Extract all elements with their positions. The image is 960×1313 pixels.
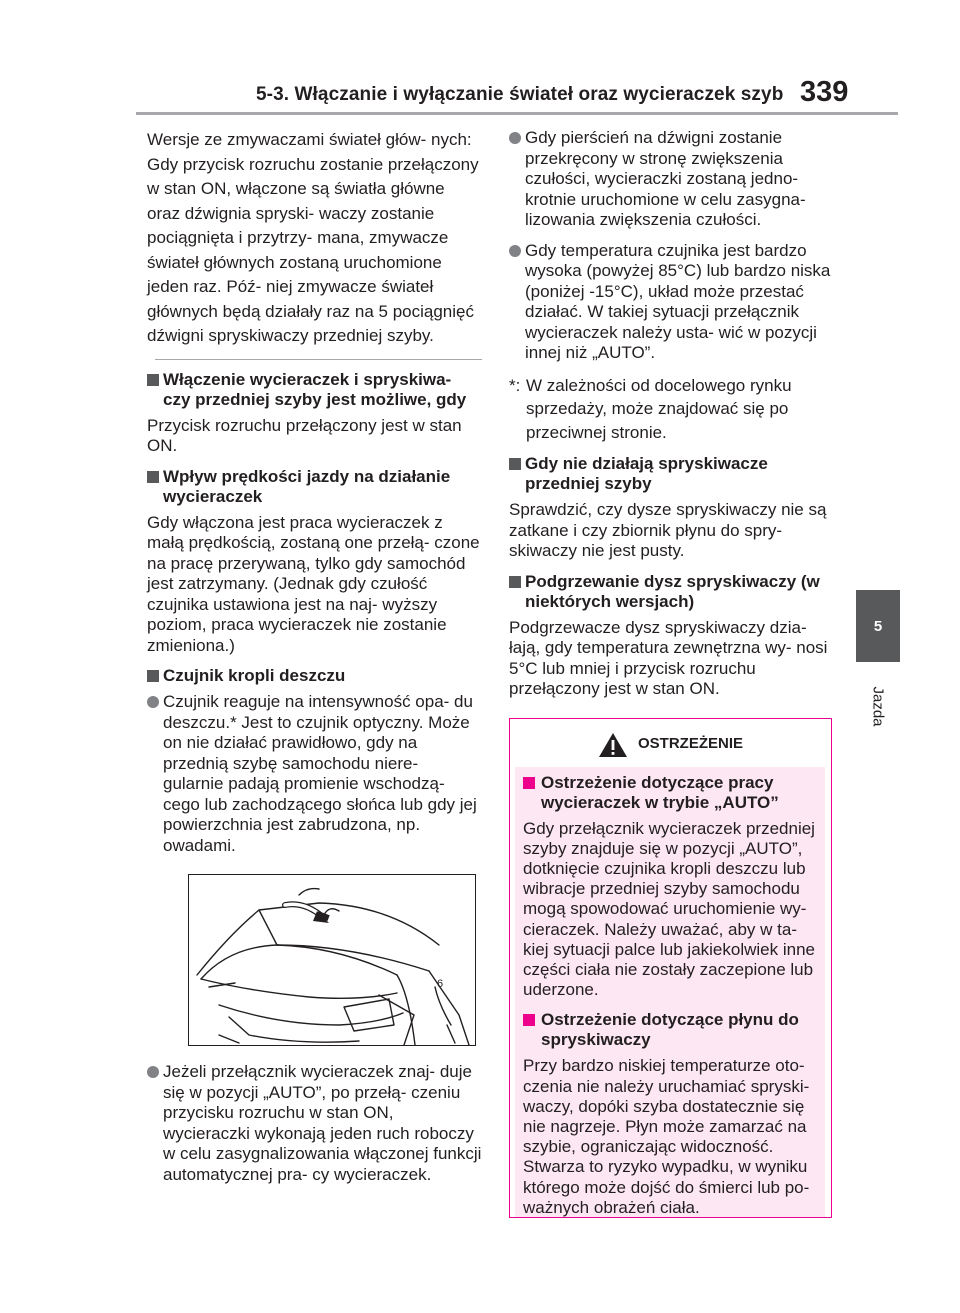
chapter-tab[interactable]: [856, 590, 900, 662]
footnote: *: W zależności od docelowego rynku sprzedaży, może znajdować się po przeciwnej stronie.: [509, 375, 792, 442]
round-bullet-icon: [509, 245, 521, 257]
square-bullet-icon: [147, 471, 159, 483]
paragraph: Gdy włączona jest praca wycieraczek z małą prędkością, zostaną one przełą- czone na pracę przerywaną, tylko gdy samochód jest zatrzymany. (Jednak gdy czułość czujnika ustawiona jest na naj- wyższy poziom, praca wycieraczek nie zostanie zmieniona.): [147, 512, 480, 655]
warning-heading: Ostrzeżenie dotyczące płynu do spryskiwaczy: [523, 1010, 821, 1050]
paragraph: Podgrzewacze dysz spryskiwaczy dzia- łają, gdy temperatura zewnętrzna wy- nosi 5°C lub mniej i przycisk rozruchu przełączony jest w stan ON.: [509, 617, 828, 698]
section-divider: [155, 359, 482, 360]
section-heading: Gdy nie działają spryskiwacze przedniej szyby: [509, 454, 834, 494]
left-column: [147, 128, 482, 1195]
chapter-label: Jazda: [869, 685, 887, 727]
paragraph: Przycisk rozruchu przełączony jest w stan ON.: [147, 415, 462, 455]
round-bullet-icon: [509, 132, 521, 144]
right-column: [509, 128, 834, 1218]
section-heading: Czujnik kropli deszczu: [147, 666, 482, 686]
warning-header: [510, 723, 831, 767]
warning-triangle-icon: [598, 732, 628, 758]
section-heading: Włączenie wycieraczek i spryskiwa- czy przedniej szyby jest możliwe, gdy: [147, 370, 482, 410]
square-bullet-icon: [147, 670, 159, 682]
section-heading: Wpływ prędkości jazdy na działanie wycieraczek: [147, 467, 482, 507]
warning-heading: Ostrzeżenie dotyczące pracy wycieraczek w trybie „AUTO”: [523, 773, 821, 813]
warning-title: OSTRZEŻENIE: [637, 735, 743, 753]
warning-paragraph: Przy bardzo niskiej temperaturze oto- czenia nie należy uruchamiać spryski- waczy, dopóki szyba dostatecznie się nie nagrzeje. Płyn może zamarzać na szybie, ograniczając widoczność. Stwarza to ryzyko wypadku, w wyniku którego może dojść do śmierci lub po- ważnych obrażeń ciała.: [523, 1056, 810, 1217]
car-windshield-icon: [189, 875, 475, 1045]
header-divider: [136, 112, 898, 115]
section-heading: Podgrzewanie dysz spryskiwaczy (w niektórych wersjach): [509, 572, 834, 612]
square-bullet-icon: [509, 576, 521, 588]
square-bullet-icon: [147, 374, 159, 386]
warning-body: [515, 767, 825, 1217]
list-item: Jeżeli przełącznik wycieraczek znaj- duje się w pozycji „AUTO”, po przełą- czeniu przycisku rozruchu w stan ON, wycieraczki wykonają jeden ruch roboczy w celu zasygnalizowania włączonej funkcji automatycznej pra- cy wycieraczek.: [147, 1062, 482, 1185]
warning-box: [509, 718, 832, 1218]
chapter-number: 5: [873, 617, 883, 635]
square-bullet-icon: [523, 1014, 535, 1026]
rain-sensor-illustration: [188, 874, 476, 1046]
paragraph: Sprawdzić, czy dysze spryskiwaczy nie są zatkane i czy zbiornik płynu do spry- skiwaczy nie jest pusty.: [509, 500, 827, 560]
footnote-mark: *:: [509, 375, 521, 395]
page-number: 339: [800, 76, 849, 108]
list-item: Gdy pierścień na dźwigni zostanie przekręcony w stronę zwiększenia czułości, wycieraczki zostaną jedno- krotnie uruchomione w celu zasygna- lizowania zwiększenia czułości.: [509, 128, 834, 231]
round-bullet-icon: [147, 1066, 159, 1078]
list-item: Gdy temperatura czujnika jest bardzo wysoka (powyżej 85°C) lub bardzo niska (poniżej -15°C), układ może przestać działać. W takiej sytuacji przełącznik wycieraczek należy usta- wić w pozycji innej niż „AUTO”.: [509, 241, 834, 364]
list-item: Czujnik reaguje na intensywność opa- du deszczu.* Jest to czujnik optyczny. Może on nie działać prawidłowo, gdy na przednią szybę samochodu niere- gularnie padają promienie wschodzą- cego lub zachodzącego słońca lub gdy jej powierzchnia jest zabrudzona, np. owadami.: [147, 692, 482, 856]
headlamp-cleaner-paragraph: Wersje ze zmywaczami świateł głów- nych: Gdy przycisk rozruchu zostanie przełączony w stan ON, włączone są światła główne oraz dźwignia spryski- waczy zostanie pociągnięta i przytrzy- mana, zmywacze świateł głównych zostaną uruchomione jeden raz. Póź- niej zmywacze świateł głównych będą działały raz na 5 pociągnięć dźwigni spryskiwaczy przedniej szyby.: [147, 130, 479, 345]
round-bullet-icon: [147, 696, 159, 708]
svg-text:6: 6: [437, 978, 444, 990]
square-bullet-icon: [523, 777, 535, 789]
page-header-title: 5-3. Włączanie i wyłączanie świateł oraz wycieraczek szyb: [256, 84, 784, 105]
square-bullet-icon: [509, 458, 521, 470]
warning-paragraph: Gdy przełącznik wycieraczek przedniej szyby znajduje się w pozycji „AUTO”, dotknięcie czujnika kropli deszczu lub wibracje przedniej szyby samochodu mogą spowodować uruchomienie wy- cieraczek. Należy uważać, aby w ta- kiej sytuacji palce lub jakiekolwiek inne części ciała nie zostały zaczepione lub uderzone.: [523, 818, 815, 1000]
